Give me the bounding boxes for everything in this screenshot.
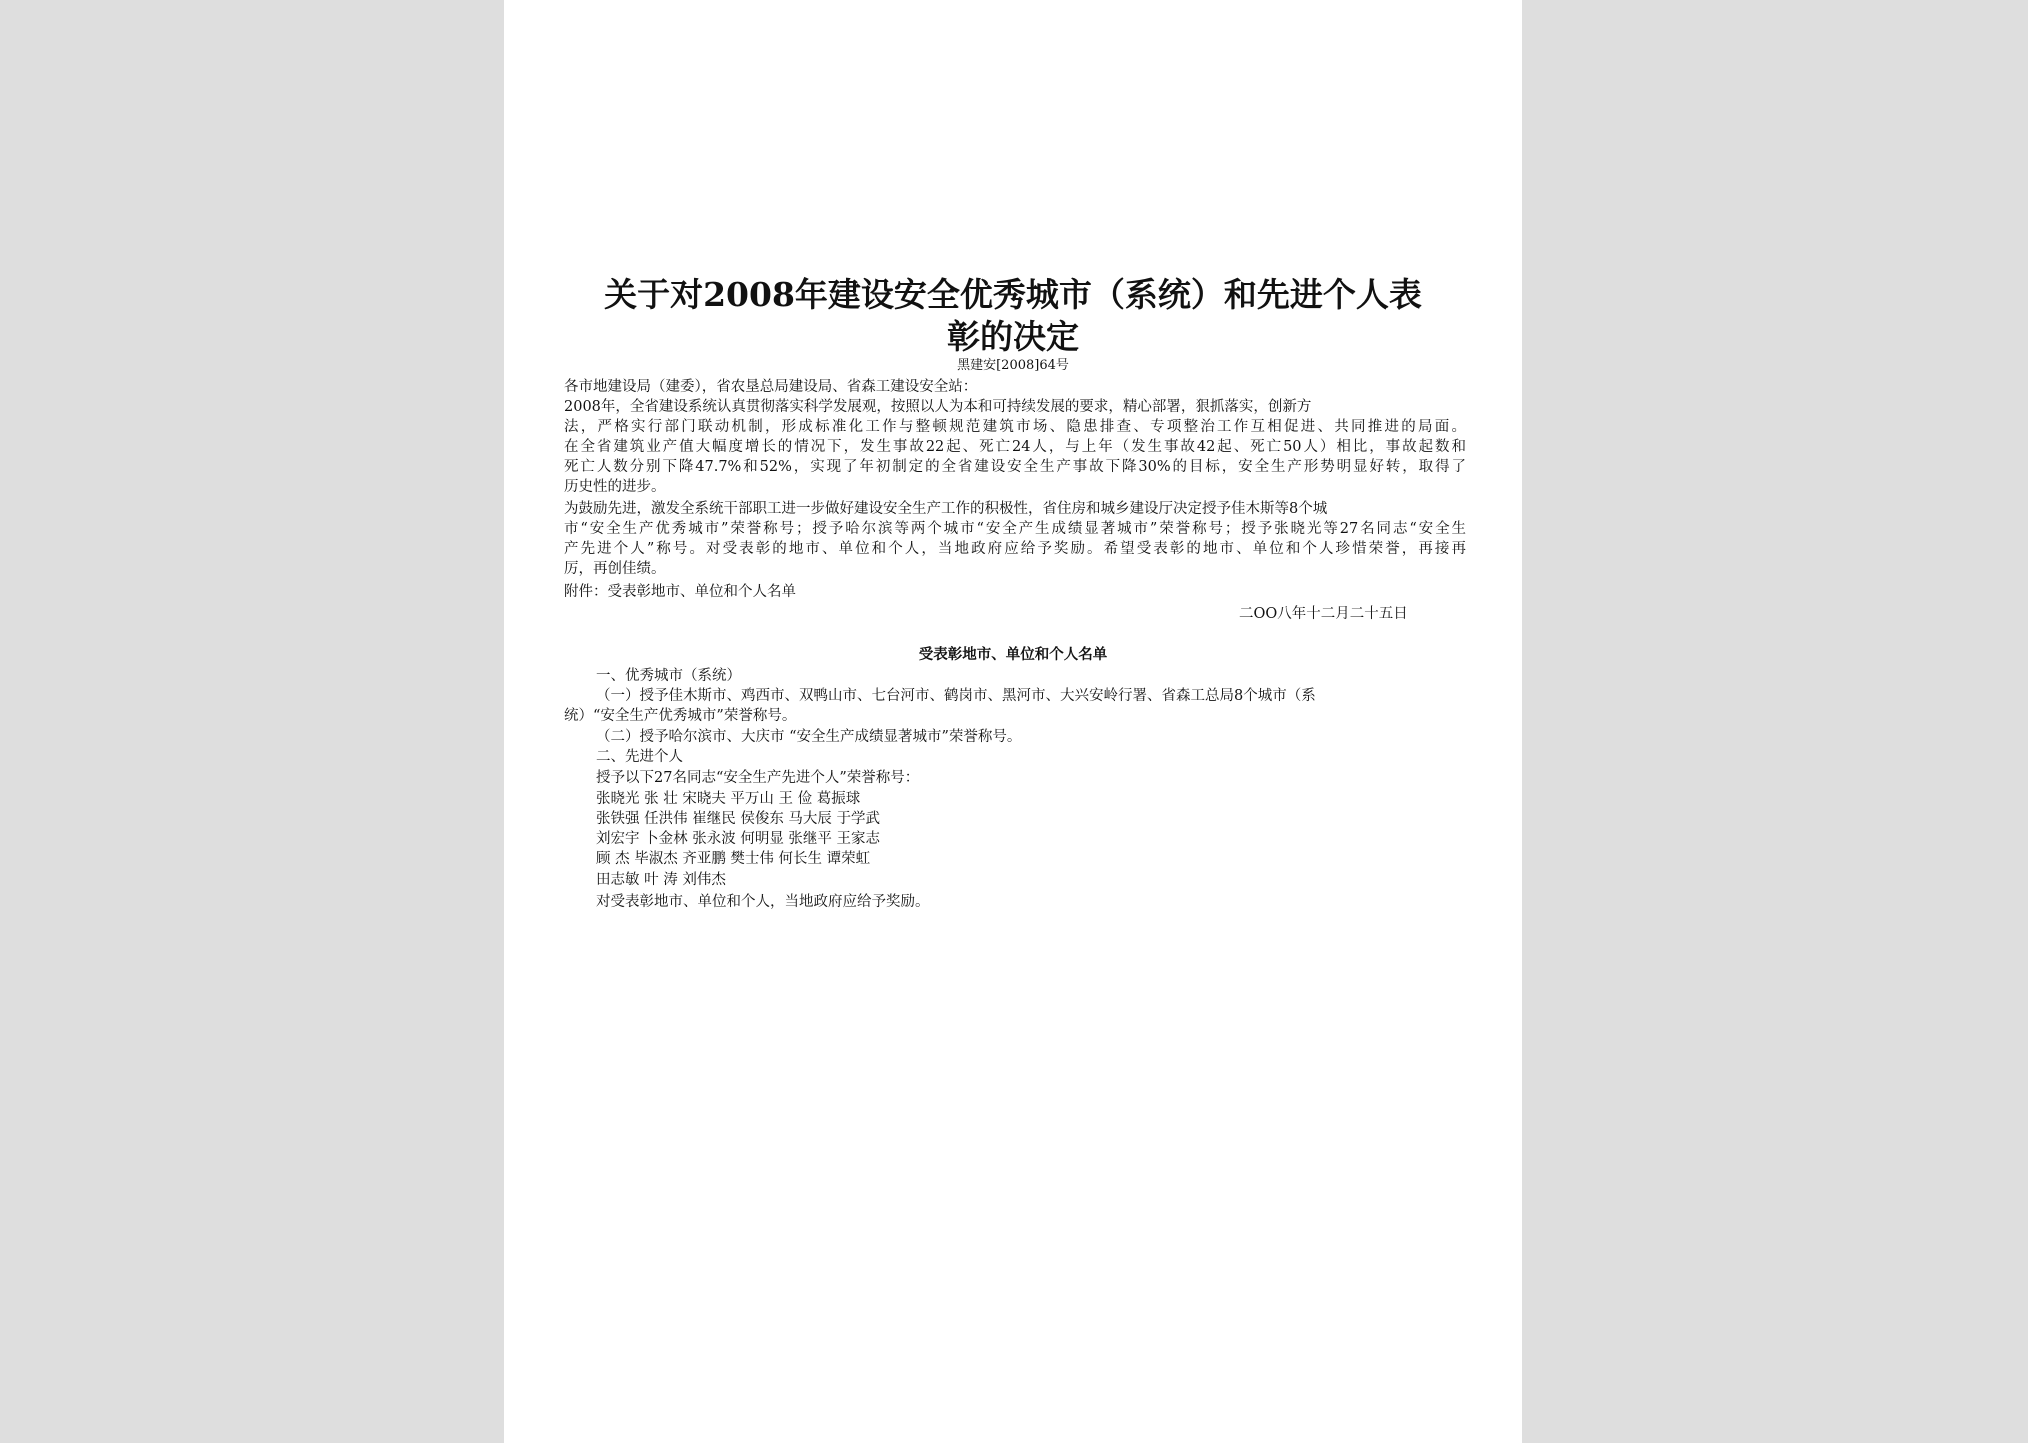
body-line-para1-5: 历史性的进步。: [564, 479, 666, 495]
attachment-title: 受表彰地市、单位和个人名单: [918, 646, 1108, 663]
signature-date: 二OO八年十二月二十五日: [1239, 606, 1408, 622]
list-line-item1a: （一）授予佳木斯市、鸡西市、双鸭山市、七台河市、鹤岗市、黑河市、大兴安岭行署、省森工总局8个城市（系: [596, 688, 1316, 704]
names-row-3: 刘宏宇 卜金林 张永波 何明显 张继平 王家志: [596, 831, 881, 847]
body-line-para1-1: 2008年，全省建设系统认真贯彻落实科学发展观，按照以人为本和可持续发展的要求，精心部署，狠抓落实，创新方: [564, 399, 1312, 415]
list-line-section2: 二、先进个人: [596, 749, 683, 765]
list-line-item1b: 统）“安全生产优秀城市”荣誉称号。: [564, 708, 797, 724]
body-line-para2-2: 市“安全生产优秀城市”荣誉称号；授予哈尔滨等两个城市“安全产生成绩显著城市”荣誉称号；授予张晓光等27名同志“安全生: [564, 521, 1466, 537]
body-line-para2-3: 产先进个人”称号。对受表彰的地市、单位和个人，当地政府应给予奖励。希望受表彰的地市、单位和个人珍惜荣誉，再接再: [564, 541, 1466, 557]
document-page: [504, 0, 1522, 1443]
names-row-5: 田志敏 叶 涛 刘伟杰: [596, 872, 726, 888]
document-title-line-2: 彰的决定: [947, 317, 1079, 356]
names-row-1: 张晓光 张 壮 宋晓夫 平万山 王 俭 葛振球: [596, 791, 861, 807]
list-line-award: 授予以下27名同志“安全生产先进个人”荣誉称号：: [596, 770, 920, 786]
names-row-2: 张铁强 任洪伟 崔继民 侯俊东 马大辰 于学武: [596, 811, 881, 827]
document-number: 黑建安[2008]64号: [957, 358, 1069, 373]
body-line-para1-2: 法，严格实行部门联动机制，形成标准化工作与整顿规范建筑市场、隐患排查、专项整治工作互相促进、共同推进的局面。: [564, 419, 1466, 435]
body-line-salutation: 各市地建设局（建委），省农垦总局建设局、省森工建设安全站：: [564, 379, 978, 395]
list-line-closing: 对受表彰地市、单位和个人，当地政府应给予奖励。: [596, 894, 930, 910]
body-line-para2-1: 为鼓励先进，激发全系统干部职工进一步做好建设安全生产工作的积极性，省住房和城乡建设厅决定授予佳木斯等8个城: [564, 501, 1328, 517]
names-row-4: 顾 杰 毕淑杰 齐亚鹏 樊士伟 何长生 谭荣虹: [596, 851, 871, 867]
body-line-para2-4: 厉，再创佳绩。: [564, 561, 666, 577]
list-line-item2: （二）授予哈尔滨市、大庆市 “安全生产成绩显著城市”荣誉称号。: [596, 729, 1022, 745]
document-title-line-1: 关于对2008年建设安全优秀城市（系统）和先进个人表: [604, 275, 1422, 314]
list-line-section1: 一、优秀城市（系统）: [596, 668, 741, 684]
attachment-note: 附件：受表彰地市、单位和个人名单: [564, 584, 796, 600]
body-line-para1-3: 在全省建筑业产值大幅度增长的情况下，发生事故22起、死亡24人，与上年（发生事故42起、死亡50人）相比，事故起数和: [564, 439, 1466, 455]
body-line-para1-4: 死亡人数分别下降47.7%和52%，实现了年初制定的全省建设安全生产事故下降30%的目标，安全生产形势明显好转，取得了: [564, 459, 1466, 475]
